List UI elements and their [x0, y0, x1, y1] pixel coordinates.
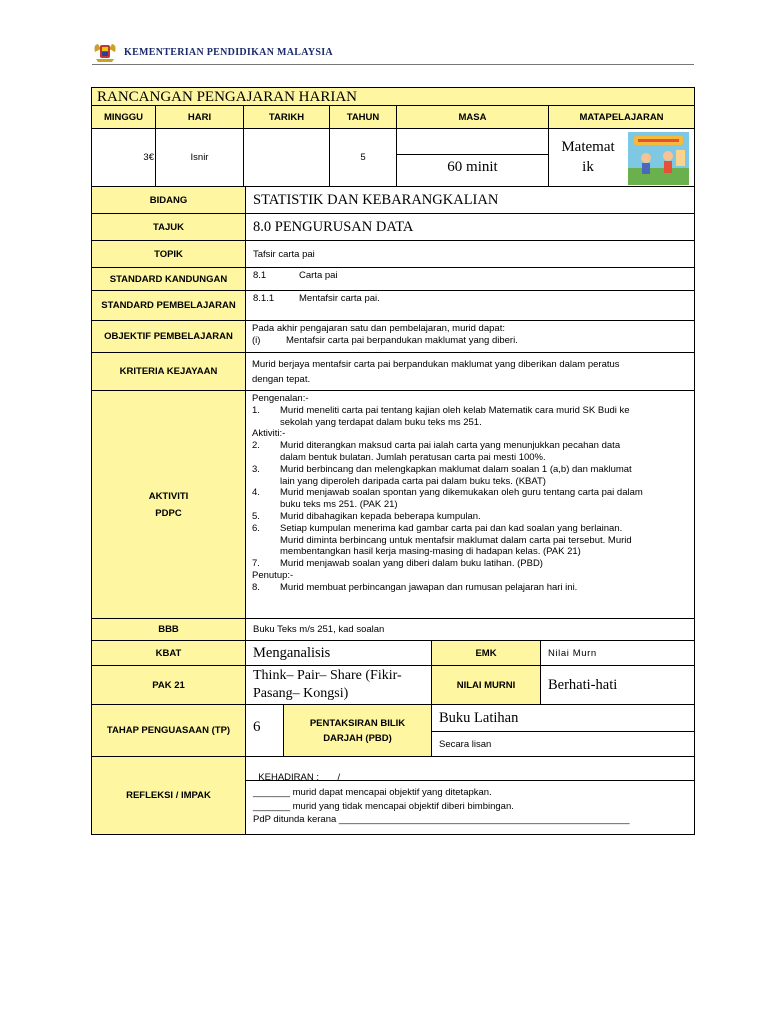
aktiviti-label — [91, 390, 246, 619]
refleksi-line2: _______ murid yang tidak mencapai objektif diberi bimbingan. — [253, 800, 514, 812]
aktiviti-line-text: Pengenalan:- — [252, 393, 309, 404]
subject-text-l2: ik — [582, 159, 594, 175]
tarikh-value — [243, 128, 330, 187]
aktiviti-line-num — [252, 476, 280, 488]
page-header — [92, 40, 333, 64]
header-divider — [92, 64, 694, 65]
subject-text — [557, 137, 619, 177]
kriteria-line2: dengan tepat. — [252, 374, 311, 385]
aktiviti-line-num: 6. — [252, 522, 260, 534]
aktiviti-list — [245, 390, 695, 619]
objektif-label: OBJEKTIF PEMBELAJARAN — [91, 320, 246, 353]
sk-num: 8.1 — [253, 270, 267, 281]
standard-pembelajaran-value — [245, 290, 695, 321]
aktiviti-line-text: Aktiviti:- — [252, 428, 286, 440]
form-title: RANCANGAN PENGAJARAN HARIAN — [91, 87, 695, 106]
aktiviti-line-text: Penutup:- — [252, 569, 294, 581]
aktiviti-line-num — [252, 535, 280, 547]
pbd-label-l1: PENTAKSIRAN BILIK — [309, 717, 406, 729]
masa-text: 60 minit — [447, 159, 498, 175]
aktiviti-line — [252, 428, 688, 440]
aktiviti-line — [252, 570, 688, 582]
aktiviti-line — [252, 558, 688, 570]
aktiviti-line-text: Murid meneliti carta pai tentang kajian oleh kelab Matematik cara murid SK Budi ke — [280, 404, 630, 416]
objektif-intro: Pada akhir pengajaran satu dan pembelajaran, murid dapat: — [252, 323, 505, 334]
aktiviti-line-text: buku teks ms 251. (PAK 21) — [280, 499, 398, 511]
subject-value-cell — [548, 128, 695, 187]
pak21-value — [245, 665, 432, 705]
aktiviti-label-l1: AKTIVITI — [148, 490, 189, 502]
tajuk-label: TAJUK — [91, 213, 246, 241]
topik-label: TOPIK — [91, 240, 246, 268]
nilai-murni-label: NILAI MURNI — [431, 665, 541, 705]
col-matapelajaran: MATAPELAJARAN — [548, 105, 695, 129]
aktiviti-line-num: 8. — [252, 581, 260, 593]
bbb-label: BBB — [91, 618, 246, 641]
tp-label: TAHAP PENGUASAAN (TP) — [91, 704, 246, 757]
objektif-num: (i) — [252, 334, 261, 346]
masa-value-cell — [396, 128, 549, 187]
kriteria-label: KRITERIA KEJAYAAN — [91, 352, 246, 391]
sp-text: Mentafsir carta pai. — [299, 293, 380, 304]
aktiviti-line-text: Setiap kumpulan menerima kad gambar carta pai dan kad soalan yang berlainan. — [280, 522, 623, 534]
kbat-value: Menganalisis — [245, 640, 432, 666]
aktiviti-label-l2: PDPC — [155, 507, 182, 519]
objektif-value — [245, 320, 695, 353]
aktiviti-line-text: Murid menjawab soalan yang diberi dalam buku latihan. (PBD) — [280, 558, 543, 570]
aktiviti-line-num — [252, 417, 280, 429]
masa-divider — [397, 154, 548, 155]
pak21-value-l2: Pasang– Kongsi) — [253, 686, 349, 701]
sk-text: Carta pai — [299, 270, 338, 281]
aktiviti-line-text: dalam bentuk bulatan. Jumlah peratusan carta pai mesti 100%. — [280, 451, 546, 463]
aktiviti-line — [252, 452, 688, 464]
aktiviti-line-num: 7. — [252, 558, 260, 570]
refleksi-notes — [245, 780, 695, 835]
tajuk-value: 8.0 PENGURUSAN DATA — [245, 213, 695, 241]
hari-text: Isnir — [190, 152, 209, 163]
kriteria-value — [245, 352, 695, 391]
aktiviti-line-text: lain yang diperoleh daripada carta pai dalam buku teks. (KBAT) — [280, 475, 546, 487]
coat-of-arms-icon — [92, 41, 118, 63]
aktiviti-line-num: 4. — [252, 487, 260, 499]
aktiviti-line-text: Murid dibahagikan kepada beberapa kumpulan. — [280, 510, 481, 522]
aktiviti-line — [252, 487, 688, 499]
col-hari: HARI — [155, 105, 244, 129]
standard-kandungan-label: STANDARD KANDUNGAN — [91, 267, 246, 291]
aktiviti-line — [252, 546, 688, 558]
aktiviti-line-text: Murid diminta berbincang untuk mentafsir maklumat dalam carta pai tersebut. Murid — [280, 534, 632, 546]
aktiviti-line — [252, 393, 688, 405]
aktiviti-line — [252, 499, 688, 511]
bidang-label: BIDANG — [91, 186, 246, 214]
aktiviti-line-num: 3. — [252, 463, 260, 475]
minggu-value — [91, 128, 156, 187]
aktiviti-line-num — [252, 452, 280, 464]
aktiviti-line-num — [252, 499, 280, 511]
standard-kandungan-value — [245, 267, 695, 291]
aktiviti-line — [252, 582, 688, 594]
tp-value: 6 — [245, 704, 284, 757]
aktiviti-line-text: membentangkan hasil kerja masing-masing di hadapan kelas. (PAK 21) — [280, 546, 581, 558]
col-tahun: TAHUN — [329, 105, 397, 129]
kriteria-line1: Murid berjaya mentafsir carta pai berpandukan maklumat yang diberikan dalam peratus — [252, 359, 620, 370]
topik-value: Tafsir carta pai — [245, 240, 695, 268]
tahun-value — [329, 128, 397, 187]
aktiviti-line — [252, 464, 688, 476]
emk-value: Nilai Murn — [540, 640, 695, 666]
aktiviti-line — [252, 476, 688, 488]
aktiviti-line-num: 1. — [252, 404, 260, 416]
objektif-item — [252, 335, 688, 347]
nilai-murni-value: Berhati-hati — [540, 665, 695, 705]
aktiviti-line — [252, 440, 688, 452]
textbook-cover-image — [628, 132, 689, 185]
aktiviti-line-text: Murid menjawab soalan spontan yang dikemukakan oleh guru tentang carta pai dalam — [280, 487, 643, 499]
subject-text-l1: Matemat — [561, 139, 615, 155]
pak21-label: PAK 21 — [91, 665, 246, 705]
col-tarikh: TARIKH — [243, 105, 330, 129]
col-masa: MASA — [396, 105, 549, 129]
aktiviti-line — [252, 511, 688, 523]
refleksi-label: REFLEKSI / IMPAK — [91, 756, 246, 835]
refleksi-line1: _______ murid dapat mencapai objektif yang ditetapkan. — [253, 787, 492, 798]
sp-num: 8.1.1 — [253, 293, 275, 304]
aktiviti-line-num: 2. — [252, 440, 260, 452]
tahun-text: 5 — [360, 152, 366, 163]
aktiviti-line-num — [252, 546, 280, 558]
pbd-label — [283, 704, 432, 757]
bidang-value: STATISTIK DAN KEBARANGKALIAN — [245, 186, 695, 214]
aktiviti-line-text: Murid diterangkan maksud carta pai ialah carta yang menunjukkan pecahan data — [280, 440, 621, 452]
aktiviti-line — [252, 535, 688, 547]
refleksi-line3: PdP ditunda kerana _______________________________________________________ — [253, 814, 630, 825]
pak21-value-l1: Think– Pair– Share (Fikir- — [253, 668, 402, 683]
kbat-label: KBAT — [91, 640, 246, 666]
aktiviti-line — [252, 417, 688, 429]
minggu-text: 3€ — [143, 152, 154, 163]
standard-pembelajaran-label: STANDARD PEMBELAJARAN — [91, 290, 246, 321]
aktiviti-line-text: Murid berbincang dan melengkapkan maklumat dalam soalan 1 (a,b) dan maklumat — [280, 463, 632, 475]
col-minggu: MINGGU — [91, 105, 156, 129]
aktiviti-line-text: Murid membuat perbincangan jawapan dan rumusan pelajaran hari ini. — [280, 581, 578, 593]
kehadiran-row — [245, 756, 695, 781]
aktiviti-line — [252, 405, 688, 417]
hari-value — [155, 128, 244, 187]
ministry-name: KEMENTERIAN PENDIDIKAN MALAYSIA — [124, 46, 333, 58]
emk-label: EMK — [431, 640, 541, 666]
pbd-label-l2: DARJAH (PBD) — [323, 732, 392, 744]
aktiviti-line-text: sekolah yang terdapat dalam buku teks ms 251. — [280, 416, 482, 428]
bbb-value: Buku Teks m/s 251, kad soalan — [245, 618, 695, 641]
aktiviti-line-num: 5. — [252, 510, 260, 522]
pbd-value-2: Secara lisan — [431, 731, 695, 757]
kehadiran-text: KEHADIRAN : / — [258, 772, 341, 783]
aktiviti-line — [252, 523, 688, 535]
objektif-text: Mentafsir carta pai berpandukan maklumat yang diberi. — [286, 334, 518, 346]
pbd-value-1: Buku Latihan — [431, 704, 695, 732]
